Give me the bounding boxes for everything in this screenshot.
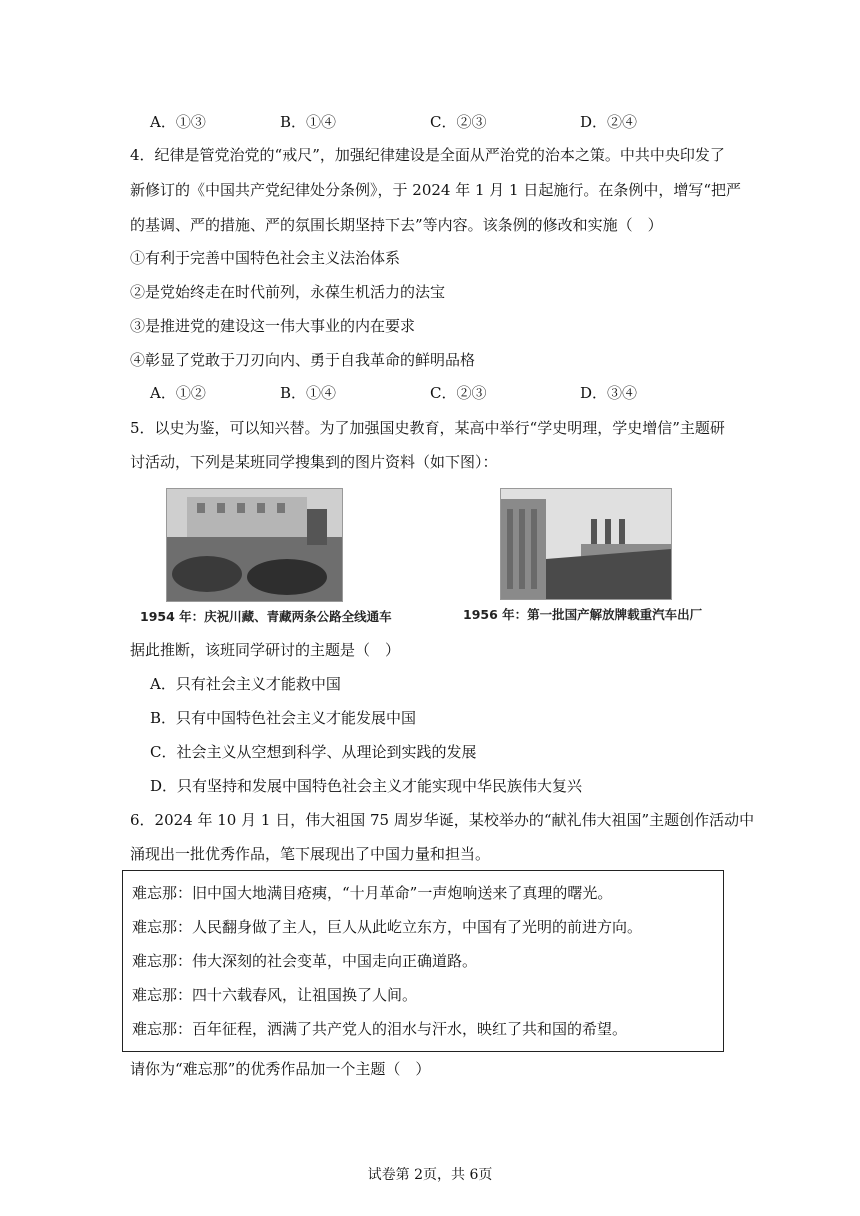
q4-statement-1: ①有利于完善中国特色社会主义法治体系 [130,249,401,267]
q5-question: 据此推断，该班同学研讨的主题是（ ） [130,641,401,659]
page-footer: 试卷第 2页，共 6页 [367,1167,493,1183]
q4-statement-2: ②是党始终走在时代前列，永葆生机活力的法宝 [130,283,446,301]
caption-1956: 1956 年：第一批国产解放牌载重汽车出厂 [463,607,703,622]
poem-line-5: 难忘那：百年征程，洒满了共产党人的泪水与汗水，映红了共和国的希望。 [132,1020,628,1038]
q4-stem-line-3: 的基调、严的措施、严的氛围长期坚持下去”等内容。该条例的修改和实施（ ） [130,216,663,234]
q4-statement-4: ④彰显了党敢于刀刃向内、勇于自我革命的鲜明品格 [130,351,476,369]
q5-option-b: B．只有中国特色社会主义才能发展中国 [150,709,417,727]
q4-stem-line-1: 4．纪律是管党治党的“戒尺”，加强纪律建设是全面从严治党的治本之策。中共中央印发了 [130,146,725,164]
q4-option-b: B．①④ [280,384,337,402]
q6-stem-line-2: 涌现出一批优秀作品，笔下展现出了中国力量和担当。 [130,845,491,863]
poem-line-3: 难忘那：伟大深刻的社会变革，中国走向正确道路。 [132,952,478,970]
photo-1954-road-celebration [166,488,343,602]
poem-line-2: 难忘那：人民翻身做了主人，巨人从此屹立东方，中国有了光明的前进方向。 [132,918,643,936]
q4-statement-3: ③是推进党的建设这一伟大事业的内在要求 [130,317,416,335]
q4-stem-line-2: 新修订的《中国共产党纪律处分条例》，于 2024 年 1 月 1 日起施行。在条例中，增写“把严 [130,181,742,199]
photo-1956-truck-factory [500,488,672,600]
q3-option-c: C．②③ [430,113,487,131]
q5-stem-line-1: 5．以史为鉴，可以知兴替。为了加强国史教育，某高中举行“学史明理，学史增信”主题研 [130,419,725,437]
caption-1954: 1954 年：庆祝川藏、青藏两条公路全线通车 [140,609,392,624]
q6-question: 请你为“难忘那”的优秀作品加一个主题（ ） [130,1060,431,1078]
q5-option-d: D．只有坚持和发展中国特色社会主义才能实现中华民族伟大复兴 [150,777,583,795]
q6-stem-line-1: 6．2024 年 10 月 1 日，伟大祖国 75 周岁华诞，某校举办的“献礼伟大祖国”主题创作活动中 [130,811,755,829]
q4-option-d: D．③④ [580,384,638,402]
q5-stem-line-2: 讨活动，下列是某班同学搜集到的图片资料（如下图）： [130,453,498,471]
q6-poem-box [122,870,724,1052]
q4-option-a: A．①② [150,384,206,402]
q3-option-d: D．②④ [580,113,638,131]
q3-option-a: A．①③ [150,113,206,131]
poem-line-4: 难忘那：四十六载春风，让祖国换了人间。 [132,986,418,1004]
q3-option-b: B．①④ [280,113,337,131]
poem-line-1: 难忘那：旧中国大地满目疮痍，“十月革命”一声炮响送来了真理的曙光。 [132,884,613,902]
q5-option-c: C．社会主义从空想到科学、从理论到实践的发展 [150,743,477,761]
q4-option-c: C．②③ [430,384,487,402]
q5-option-a: A．只有社会主义才能救中国 [150,675,341,693]
